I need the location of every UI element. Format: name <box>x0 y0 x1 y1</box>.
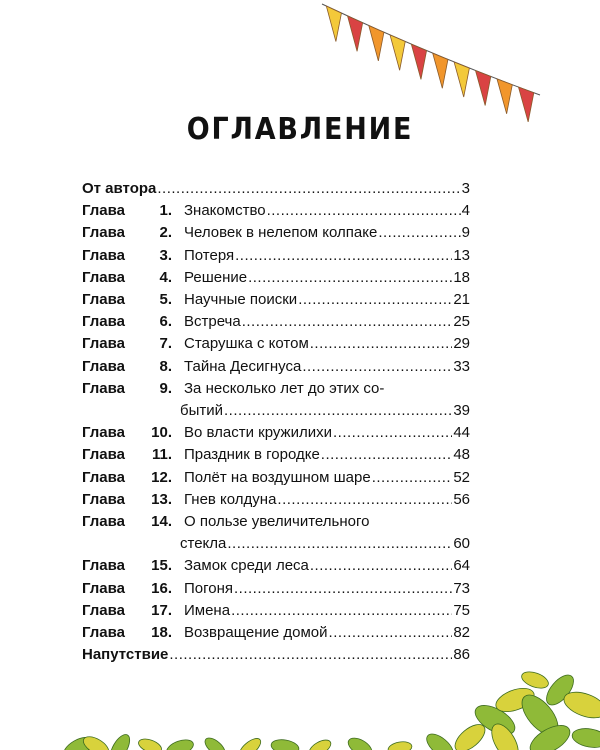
table-of-contents <box>82 178 470 666</box>
page-number: 9 <box>461 224 470 242</box>
chapter-title: Полёт на воздушном шаре <box>184 468 371 486</box>
dot-leader <box>378 222 460 244</box>
chapter-label: Глава <box>82 268 125 286</box>
toc-entry-chapter[interactable] <box>82 467 470 489</box>
toc-entry-continuation[interactable] <box>82 400 470 422</box>
page-number: 39 <box>453 402 470 420</box>
chapter-label: Глава <box>82 246 125 264</box>
chapter-number: 3. <box>159 246 172 264</box>
chapter-number: 10. <box>151 424 172 442</box>
leaf <box>106 732 133 750</box>
chapter-label: Глава <box>82 424 125 442</box>
page-number: 75 <box>453 601 470 619</box>
leaf <box>137 736 164 750</box>
page-number: 82 <box>453 624 470 642</box>
bunting-flag <box>475 71 490 106</box>
chapter-title: Замок среди леса <box>184 557 309 575</box>
page-number: 44 <box>453 424 470 442</box>
toc-label: От автора <box>82 180 157 197</box>
chapter-title: Возвращение домой <box>184 624 328 642</box>
bunting-flag <box>497 79 512 114</box>
toc-entry-chapter[interactable] <box>82 444 470 466</box>
leaf <box>387 740 413 750</box>
bunting-flag <box>454 62 469 97</box>
leaf <box>423 730 458 750</box>
toc-entry-chapter[interactable] <box>82 222 470 244</box>
page-number: 73 <box>453 579 470 597</box>
chapter-number: 7. <box>159 335 172 353</box>
dot-leader <box>372 467 453 489</box>
chapter-title: Знакомство <box>184 202 266 220</box>
chapter-title: О пользе увеличительного <box>184 513 370 531</box>
toc-entry-chapter[interactable] <box>82 511 470 533</box>
dot-leader <box>227 533 452 555</box>
dot-leader <box>310 555 452 577</box>
page-number: 25 <box>453 313 470 331</box>
leaf <box>519 669 550 692</box>
toc-entry-chapter[interactable] <box>82 422 470 444</box>
dot-leader <box>321 444 453 466</box>
chapter-number: 16. <box>151 579 172 597</box>
chapter-label: Глава <box>82 335 125 353</box>
chapter-title: Старушка с котом <box>184 335 309 353</box>
dot-leader <box>234 578 452 600</box>
chapter-label: Глава <box>82 313 125 331</box>
chapter-title-continued: стекла <box>180 535 227 553</box>
toc-entry-chapter[interactable] <box>82 378 470 400</box>
chapter-label: Глава <box>82 468 125 486</box>
page-number: 48 <box>453 446 470 464</box>
chapter-label: Глава <box>82 202 125 220</box>
toc-entry-chapter[interactable] <box>82 289 470 311</box>
chapter-title: Погоня <box>184 579 234 597</box>
chapter-number: 9. <box>159 379 172 397</box>
chapter-label: Глава <box>82 357 125 375</box>
chapter-title: Во власти кружилихи <box>184 424 332 442</box>
page-number: 64 <box>453 557 470 575</box>
page-number: 60 <box>453 535 470 553</box>
page-number: 52 <box>453 468 470 486</box>
bunting-flag <box>411 44 426 79</box>
toc-entry-chapter[interactable] <box>82 200 470 222</box>
page-number: 56 <box>453 490 470 508</box>
leaf <box>571 726 600 750</box>
dot-leader <box>235 245 452 267</box>
bunting-flag <box>348 16 363 51</box>
chapter-title-continued: бытий <box>180 402 224 420</box>
bunting-flag <box>433 53 448 88</box>
toc-entry-chapter[interactable] <box>82 333 470 355</box>
chapter-label: Глава <box>82 224 125 242</box>
dot-leader <box>329 622 453 644</box>
bunting-flag <box>369 26 384 61</box>
chapter-number: 5. <box>159 291 172 309</box>
chapter-title: Гнев колдуна <box>184 490 277 508</box>
chapter-number: 13. <box>151 490 172 508</box>
chapter-number: 18. <box>151 624 172 642</box>
bunting-flag <box>326 6 341 42</box>
toc-entry-chapter[interactable] <box>82 600 470 622</box>
chapter-number: 4. <box>159 268 172 286</box>
chapter-label: Глава <box>82 624 125 642</box>
chapter-number: 15. <box>151 557 172 575</box>
chapter-label: Глава <box>82 291 125 309</box>
garland-string <box>322 4 540 95</box>
toc-entry-chapter[interactable] <box>82 267 470 289</box>
page-number: 3 <box>461 180 470 197</box>
dot-leader <box>224 400 452 422</box>
chapter-label: Глава <box>82 579 125 597</box>
chapter-number: 14. <box>151 513 172 531</box>
chapter-label: Глава <box>82 446 125 464</box>
dot-leader <box>267 200 461 222</box>
chapter-title: За несколько лет до этих со- <box>184 379 385 397</box>
dot-leader <box>298 289 452 311</box>
chapter-label: Глава <box>82 557 125 575</box>
chapter-title: Имена <box>184 601 231 619</box>
page-number: 86 <box>453 646 470 664</box>
dot-leader <box>310 333 453 355</box>
chapter-title: Тайна Десигнуса <box>184 357 302 375</box>
toc-entry-chapter[interactable] <box>82 489 470 511</box>
leaf <box>270 738 300 750</box>
chapter-title: Встреча <box>184 313 241 331</box>
toc-entry-intro[interactable] <box>82 178 470 200</box>
bunting-flag <box>390 35 405 70</box>
chapter-label: Глава <box>82 490 125 508</box>
leaf <box>164 737 195 750</box>
chapter-number: 6. <box>159 313 172 331</box>
page-number: 33 <box>453 357 470 375</box>
toc-entry-chapter[interactable] <box>82 311 470 333</box>
dot-leader <box>157 178 460 200</box>
toc-entry-chapter[interactable] <box>82 622 470 644</box>
leaf <box>345 734 375 750</box>
chapter-title: Решение <box>184 268 248 286</box>
toc-entry-chapter[interactable] <box>82 578 470 600</box>
toc-entry-chapter[interactable] <box>82 245 470 267</box>
chapter-number: 11. <box>151 446 172 464</box>
chapter-number: 8. <box>159 357 172 375</box>
chapter-title: Человек в нелепом колпаке <box>184 224 378 242</box>
leaf <box>236 735 264 750</box>
chapter-label: Глава <box>82 513 125 531</box>
toc-entry-chapter[interactable] <box>82 555 470 577</box>
page-number: 29 <box>453 335 470 353</box>
chapter-title: Научные поиски <box>184 291 298 309</box>
dot-leader <box>248 267 452 289</box>
toc-label: Напутствие <box>82 646 169 664</box>
page-number: 21 <box>453 291 470 309</box>
leaf <box>307 737 334 750</box>
dot-leader <box>277 489 452 511</box>
dot-leader <box>231 600 452 622</box>
dot-leader <box>242 311 453 333</box>
chapter-title: Потеря <box>184 246 235 264</box>
dot-leader <box>302 356 452 378</box>
chapter-number: 2. <box>159 224 172 242</box>
toc-entry-continuation[interactable] <box>82 533 470 555</box>
chapter-number: 1. <box>159 202 172 220</box>
chapter-number: 17. <box>151 601 172 619</box>
page-number: 18 <box>453 268 470 286</box>
leaf <box>202 735 228 750</box>
chapter-number: 12. <box>151 468 172 486</box>
chapter-label: Глава <box>82 379 125 397</box>
page-number: 13 <box>453 246 470 264</box>
leaves-illustration <box>0 660 600 750</box>
page-title: ОГЛАВЛЕНИЕ <box>186 112 414 147</box>
toc-entry-chapter[interactable] <box>82 356 470 378</box>
chapter-title: Праздник в городке <box>184 446 320 464</box>
dot-leader <box>333 422 452 444</box>
page-number: 4 <box>461 202 470 220</box>
chapter-label: Глава <box>82 601 125 619</box>
